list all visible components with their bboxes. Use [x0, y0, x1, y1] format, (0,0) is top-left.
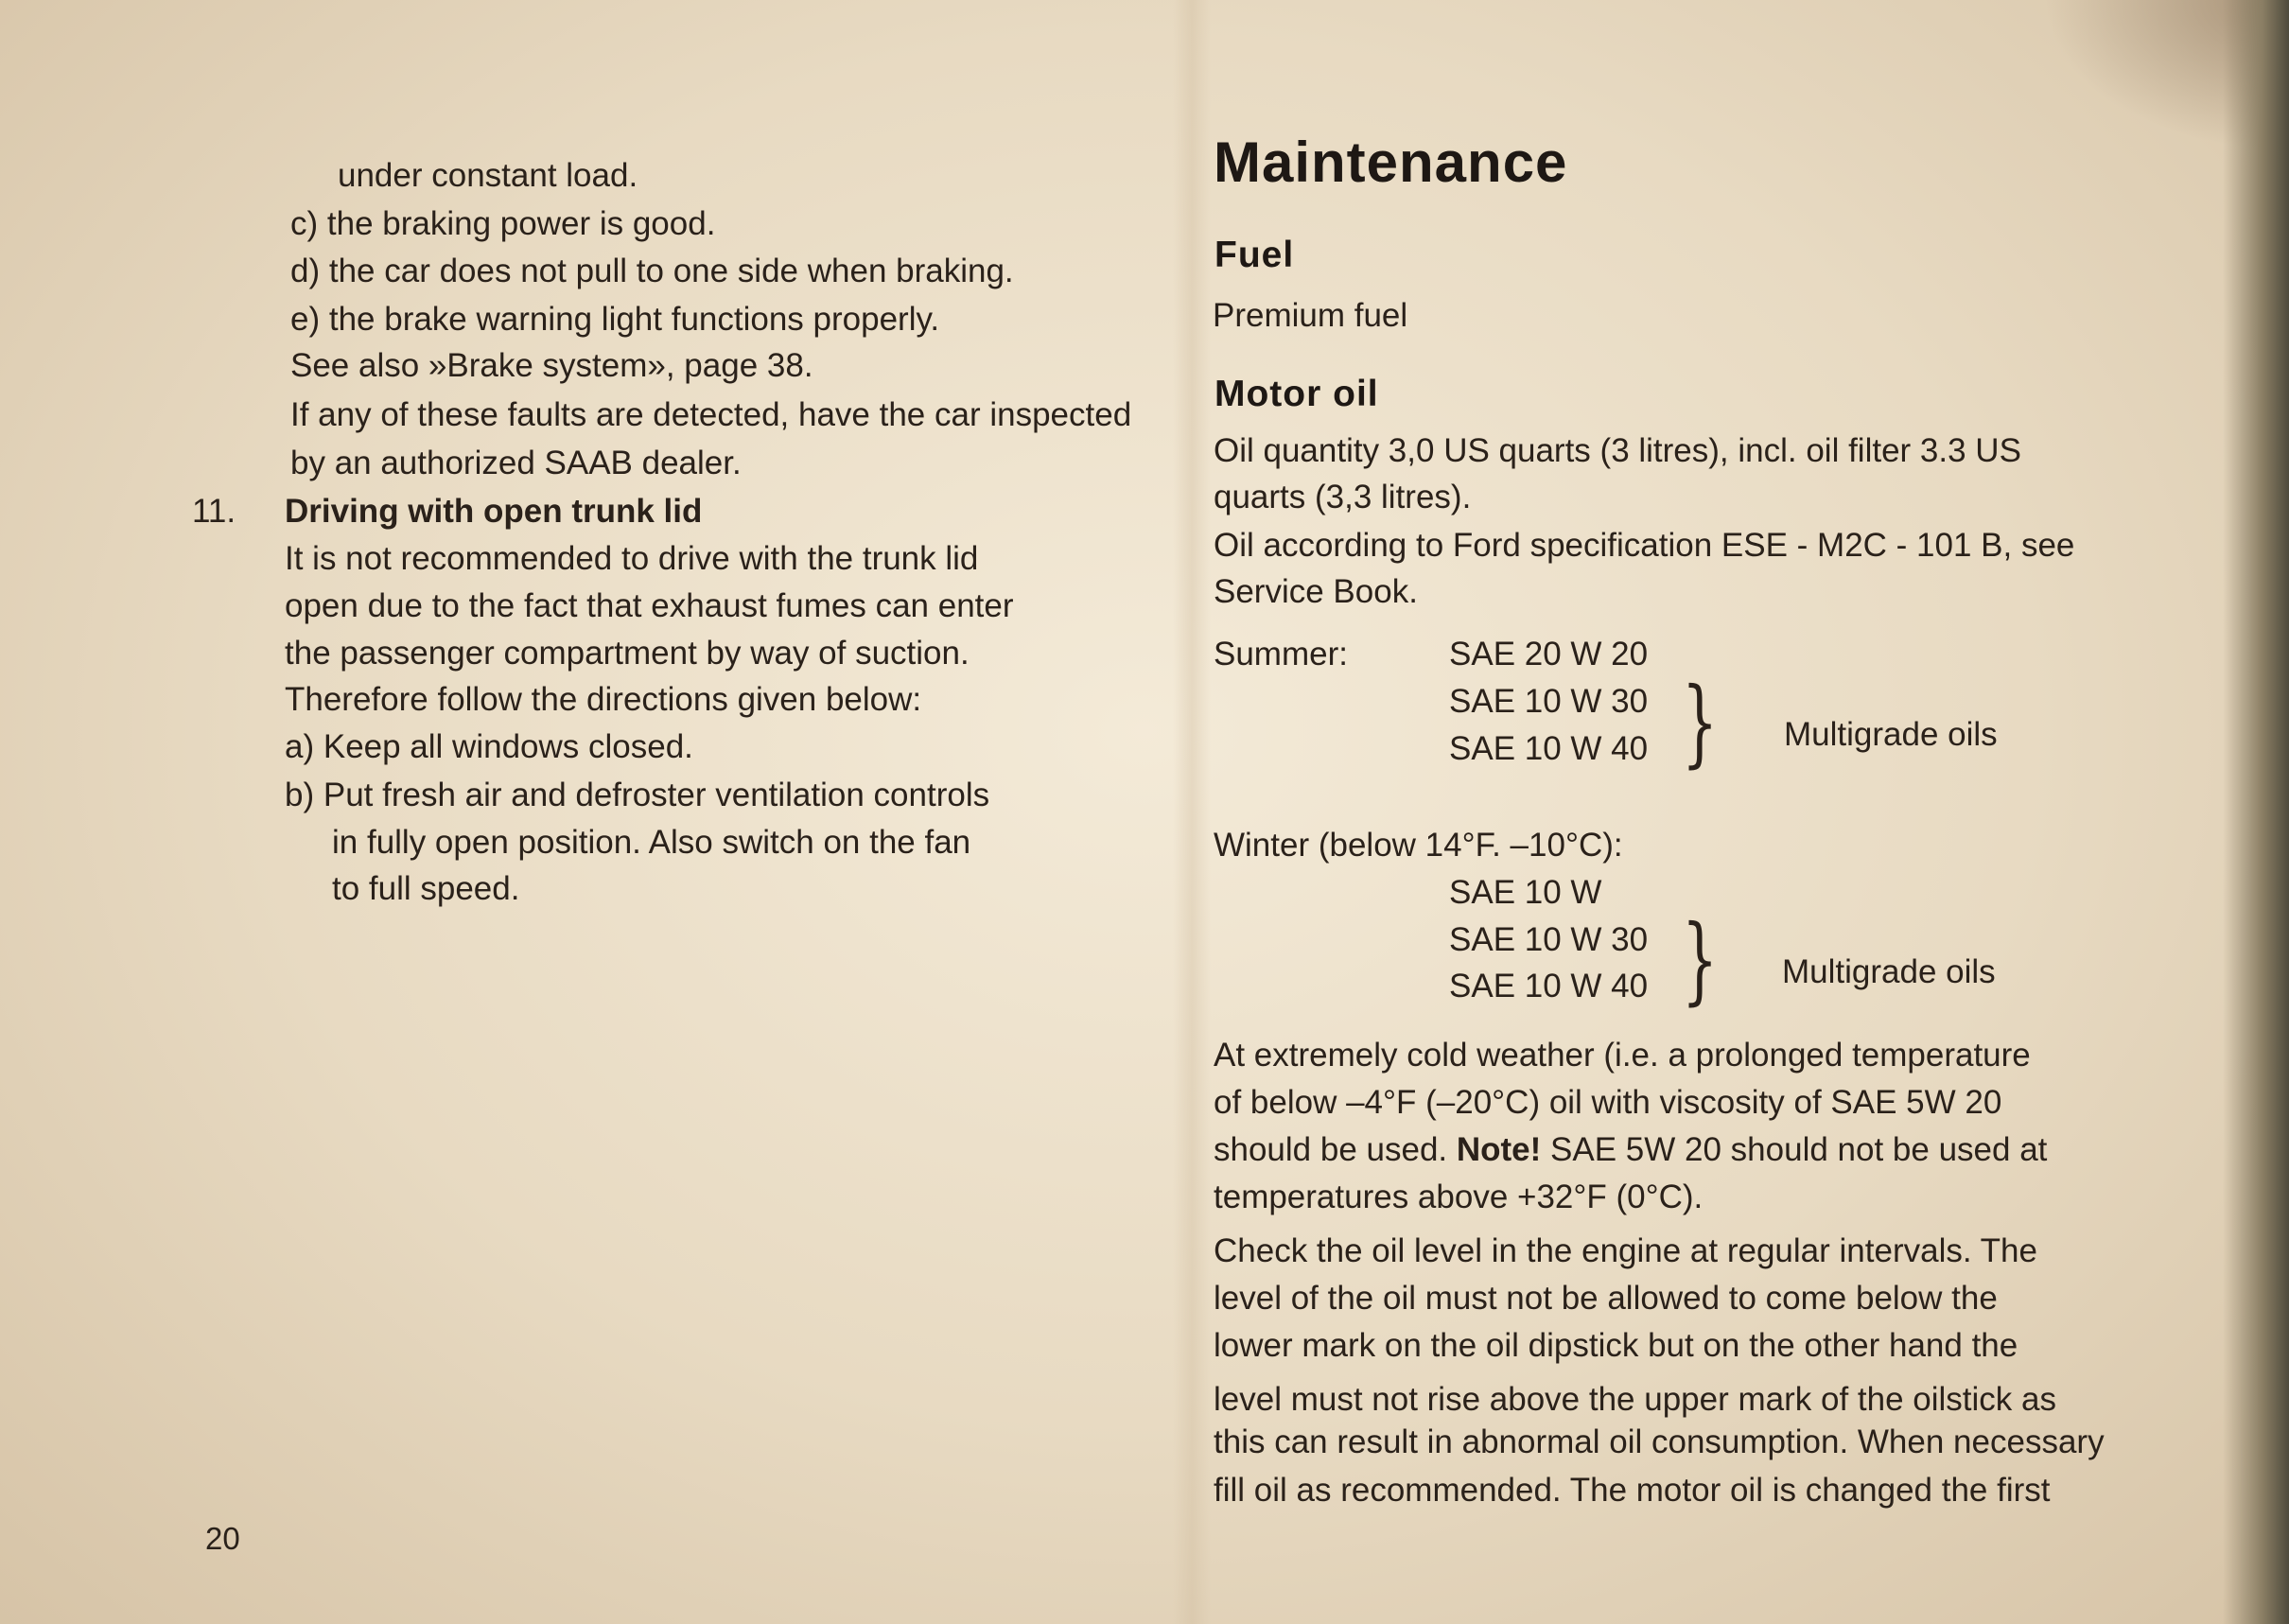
text-line: b) Put fresh air and defroster ventilation controls	[285, 777, 990, 813]
section-heading-motor-oil: Motor oil	[1214, 374, 1379, 414]
text-line: Therefore follow the directions given below:	[285, 681, 922, 718]
oil-grade: SAE 20 W 20	[1449, 636, 1649, 672]
text-line: fill oil as recommended. The motor oil is changed the first	[1214, 1472, 2051, 1509]
fuel-text: Premium fuel	[1213, 297, 1408, 334]
section-heading-fuel: Fuel	[1214, 235, 1295, 275]
text-line: d) the car does not pull to one side when braking.	[290, 253, 1014, 289]
text-line: level of the oil must not be allowed to come below the	[1214, 1280, 1998, 1317]
text-line: in fully open position. Also switch on the fan	[332, 824, 971, 861]
text-line: open due to the fact that exhaust fumes can enter	[285, 587, 1014, 624]
text-line: to full speed.	[332, 870, 520, 907]
text-line	[1214, 1133, 2047, 1166]
text-line: a) Keep all windows closed.	[285, 728, 693, 765]
page-number: 20	[205, 1521, 240, 1556]
text-line: e) the brake warning light functions properly.	[290, 301, 940, 338]
multigrade-label: Multigrade oils	[1782, 953, 1996, 990]
summer-label: Summer:	[1214, 636, 1348, 672]
text-span: should be used.	[1214, 1131, 1448, 1168]
oil-grade: SAE 10 W	[1449, 874, 1602, 911]
text-line: under constant load.	[338, 157, 638, 194]
text-line: by an authorized SAAB dealer.	[290, 445, 742, 481]
curly-brace: }	[1682, 904, 1719, 1015]
oil-grade: SAE 10 W 30	[1449, 683, 1649, 720]
page-title: Maintenance	[1214, 131, 1568, 194]
oil-grade: SAE 10 W 30	[1449, 921, 1649, 958]
text-line: temperatures above +32°F (0°C).	[1214, 1179, 1704, 1215]
text-line: lower mark on the oil dipstick but on the other hand the	[1214, 1327, 2018, 1364]
text-line: c) the braking power is good.	[290, 205, 716, 242]
curly-brace: }	[1682, 667, 1719, 777]
note-label: Note!	[1456, 1131, 1542, 1168]
text-line: this can result in abnormal oil consumption. When necessary	[1214, 1423, 2105, 1460]
multigrade-label: Multigrade oils	[1784, 716, 1998, 753]
text-line: See also »Brake system», page 38.	[290, 347, 813, 384]
oil-grade: SAE 10 W 40	[1449, 968, 1649, 1004]
text-line: Service Book.	[1214, 573, 1418, 610]
text-line: Check the oil level in the engine at regular intervals. The	[1214, 1232, 2037, 1269]
text-line: If any of these faults are detected, have the car inspected	[290, 396, 1132, 433]
text-span: SAE 5W 20 should not be used at	[1550, 1131, 2048, 1168]
book-spine-edge	[2223, 0, 2289, 1624]
text-line: Oil quantity 3,0 US quarts (3 litres), incl. oil filter 3.3 US	[1214, 432, 2021, 469]
text-line: level must not rise above the upper mark of the oilstick as	[1214, 1381, 2056, 1418]
text-line: Oil according to Ford specification ESE - M2C - 101 B, see	[1214, 527, 2075, 564]
text-line: the passenger compartment by way of suction.	[285, 635, 970, 672]
text-line: At extremely cold weather (i.e. a prolonged temperature	[1214, 1037, 2031, 1074]
text-line: It is not recommended to drive with the trunk lid	[285, 540, 979, 577]
winter-label: Winter (below 14°F. –10°C):	[1214, 827, 1623, 864]
text-line: of below –4°F (–20°C) oil with viscosity of SAE 5W 20	[1214, 1084, 2002, 1121]
item-title: Driving with open trunk lid	[285, 493, 703, 530]
text-line: quarts (3,3 litres).	[1214, 479, 1472, 515]
page-gutter	[1173, 0, 1211, 1624]
oil-grade: SAE 10 W 40	[1449, 730, 1649, 767]
item-number: 11.	[192, 493, 236, 530]
